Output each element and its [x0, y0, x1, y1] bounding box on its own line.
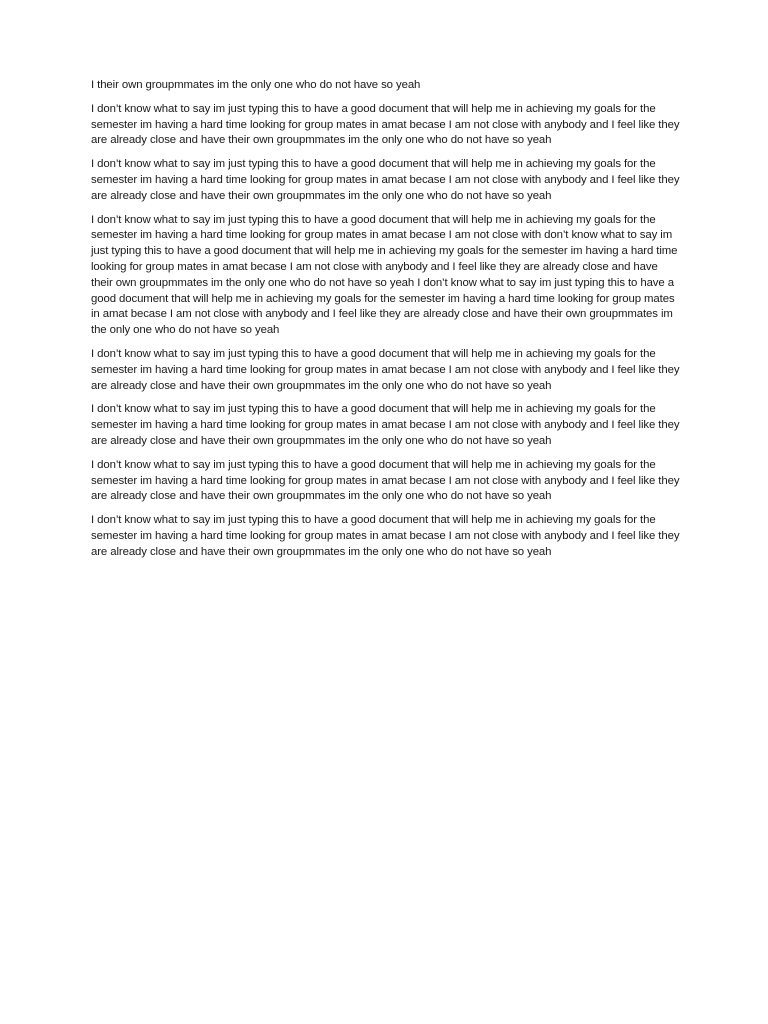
paragraph-3: I don’t know what to say im just typing this to have a good document that will help me in achieving my goals for the semester im having a hard time looking for group mates in amat becase I am not close with anybody and I feel like they are already close and have their own groupmmates im the only one who do not have so yeah	[91, 158, 680, 202]
paragraph-1: I their own groupmmates im the only one who do not have so yeah	[91, 79, 421, 91]
paragraph-2: I don’t know what to say im just typing this to have a good document that will help me in achieving my goals for the semester im having a hard time looking for group mates in amat becase I am not close with anybody and I feel like they are already close and have their own groupmmates im the only one who do not have so yeah	[91, 102, 680, 147]
paragraph-4: I don’t know what to say im just typing this to have a good document that will help me in achieving my goals for the semester im having a hard time looking for group mates in amat becase I am not close with don’t know what to say im just typing this to have a good document that will help me in achieving my goals for the semester im having a hard time looking for group mates in amat becase I am not close with anybody and I feel like they are already close and have their own groupmmates im the only one who do not have so yeah I don’t know what to say im just typing this to have a good document that will help me in achieving my goals for the semester im having a hard time looking for group mates in amat becase I am not close with anybody and I feel like they are already close and have their own groupmmates im the only one who do not have so yeah	[91, 213, 678, 337]
paragraph-7: I don’t know what to say im just typing this to have a good document that will help me in achieving my goals for the semester im having a hard time looking for group mates in amat becase I am not close with anybody and I feel like they are already close and have their own groupmmates im the only one who do not have so yeah	[91, 458, 680, 503]
paragraph-5: I don’t know what to say im just typing this to have a good document that will help me in achieving my goals for the semester im having a hard time looking for group mates in amat becase I am not close with anybody and I feel like they are already close and have their own groupmmates im the only one who do not have so yeah	[91, 347, 680, 392]
document-page	[91, 78, 681, 569]
paragraph-8: I don’t know what to say im just typing this to have a good document that will help me in achieving my goals for the semester im having a hard time looking for group mates in amat becase I am not close with anybody and I feel like they are already close and have their own groupmmates im the only one who do not have so yeah	[91, 514, 680, 558]
paragraph-6: I don’t know what to say im just typing this to have a good document that will help me in achieving my goals for the semester im having a hard time looking for group mates in amat becase I am not close with anybody and I feel like they are already close and have their own groupmmates im the only one who do not have so yeah	[91, 403, 680, 447]
